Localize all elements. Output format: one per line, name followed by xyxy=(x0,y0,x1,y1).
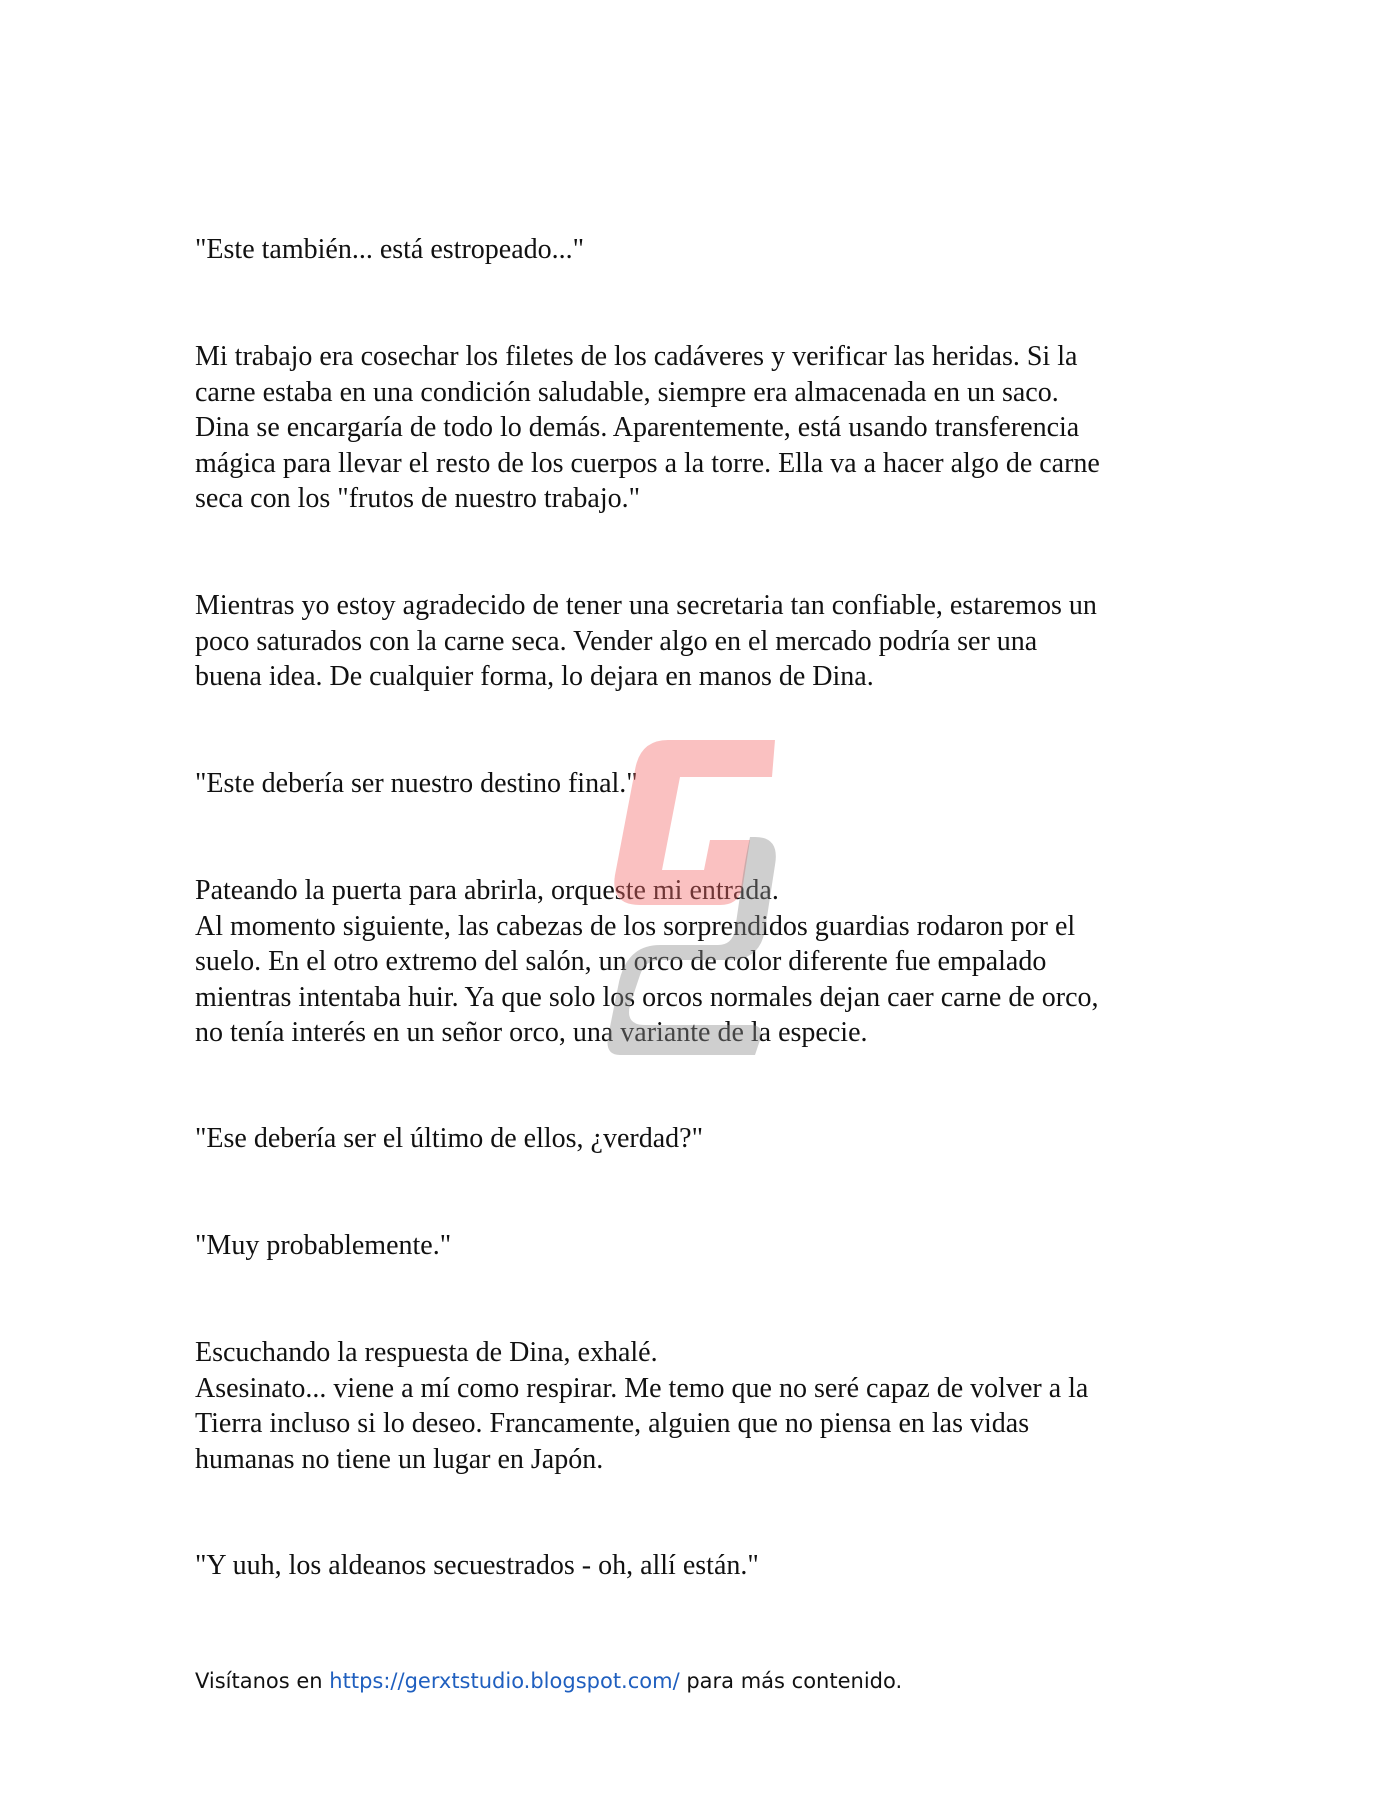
paragraph-8 xyxy=(195,1335,1215,1477)
paragraph-line: mágica para llevar el resto de los cuerpos a la torre. Ella va a hacer algo de carne xyxy=(195,447,1100,479)
paragraph-line: seca con los "frutos de nuestro trabajo." xyxy=(195,483,641,514)
paragraph-7 xyxy=(195,1228,1215,1264)
paragraph-line: "Ese debería ser el último de ellos, ¿verdad?" xyxy=(195,1123,703,1154)
paragraph-line: mientras intentaba huir. Ya que solo los orcos normales dejan caer carne de orco, xyxy=(195,981,1099,1013)
paragraph-5 xyxy=(195,873,1215,1051)
paragraph-1 xyxy=(195,232,1215,268)
paragraph-3 xyxy=(195,588,1215,695)
paragraph-line: Mi trabajo era cosechar los filetes de los cadáveres y verificar las heridas. Si la xyxy=(195,341,1078,372)
paragraph-line: Asesinato... viene a mí como respirar. Me temo que no seré capaz de volver a la xyxy=(195,1372,1089,1404)
paragraph-line: Dina se encargaría de todo lo demás. Aparentemente, está usando transferencia xyxy=(195,412,1080,443)
paragraph-line: Escuchando la respuesta de Dina, exhalé. xyxy=(195,1337,658,1368)
paragraph-line: Pateando la puerta para abrirla, orqueste mi entrada. xyxy=(195,875,779,906)
paragraph-line: "Este debería ser nuestro destino final." xyxy=(195,768,638,799)
footer-link[interactable]: https://gerxtstudio.blogspot.com/ xyxy=(329,1669,680,1693)
paragraph-line: buena idea. De cualquier forma, lo dejara en manos de Dina. xyxy=(195,661,874,692)
paragraph-line: Mientras yo estoy agradecido de tener una secretaria tan confiable, estaremos un xyxy=(195,590,1097,621)
paragraph-line: humanas no tiene un lugar en Japón. xyxy=(195,1443,604,1475)
paragraph-4 xyxy=(195,766,1215,802)
paragraph-line: "Y uuh, los aldeanos secuestrados - oh, allí están." xyxy=(195,1550,759,1581)
footer-note xyxy=(195,1666,902,1696)
paragraph-6 xyxy=(195,1121,1215,1157)
paragraph-line: Tierra incluso si lo deseo. Francamente, alguien que no piensa en las vidas xyxy=(195,1408,1030,1439)
paragraph-2 xyxy=(195,339,1215,517)
paragraph-line: Al momento siguiente, las cabezas de los sorprendidos guardias rodaron por el xyxy=(195,910,1076,942)
paragraph-line: "Muy probablemente." xyxy=(195,1230,452,1261)
paragraph-line: no tenía interés en un señor orco, una variante de la especie. xyxy=(195,1017,868,1048)
paragraph-line: carne estaba en una condición saludable, siempre era almacenada en un saco. xyxy=(195,376,1059,408)
footer-prefix: Visítanos en xyxy=(195,1669,330,1693)
footer-suffix: para más contenido. xyxy=(679,1669,903,1693)
paragraph-line: poco saturados con la carne seca. Vender algo en el mercado podría ser una xyxy=(195,625,1038,657)
paragraph-line: suelo. En el otro extremo del salón, un orco de color diferente fue empalado xyxy=(195,946,1047,977)
paragraph-line: "Este también... está estropeado..." xyxy=(195,234,585,265)
paragraph-9 xyxy=(195,1548,1215,1584)
